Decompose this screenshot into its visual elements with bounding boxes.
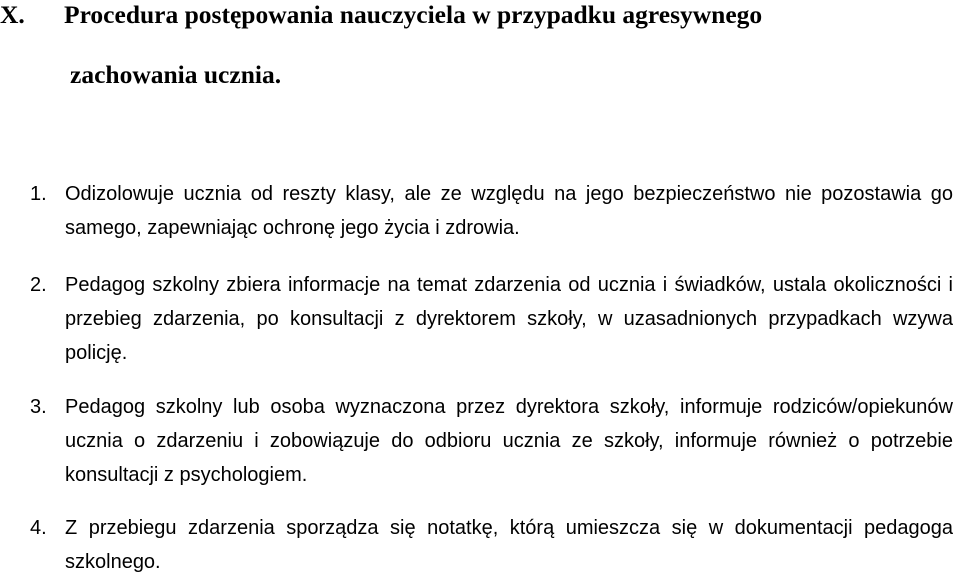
section-title-line-2: zachowania ucznia. xyxy=(70,60,282,89)
list-item-text: Pedagog szkolny zbiera informacje na temat zdarzenia od ucznia i świadków, ustala okoliczności i przebieg zdarzenia, po konsultacji z dyrektorem szkoły, w uzasadnionych przypadkach wzywa policję. xyxy=(65,274,953,364)
list-item-text: Odizolowuje ucznia od reszty klasy, ale ze względu na jego bezpieczeństwo nie pozostawia go samego, zapewniając ochronę jego życia i zdrowia. xyxy=(65,183,953,239)
section-title-line-1: Procedura postępowania nauczyciela w przypadku agresywnego xyxy=(64,0,763,29)
list-item-number: 1. xyxy=(30,183,47,205)
list-item-text: Pedagog szkolny lub osoba wyznaczona przez dyrektora szkoły, informuje rodziców/opiekunów ucznia o zdarzeniu i zobowiązuje do odbioru ucznia ze szkoły, informuje również o potrzebie konsultacji z psychologiem. xyxy=(65,396,953,486)
list-item-number: 4. xyxy=(30,517,47,539)
list-item-number: 3. xyxy=(30,396,47,418)
section-number: X. xyxy=(0,0,25,29)
list-item-number: 2. xyxy=(30,274,47,296)
list-item-text: Z przebiegu zdarzenia sporządza się notatkę, którą umieszcza się w dokumentacji pedagoga szkolnego. xyxy=(65,517,953,573)
